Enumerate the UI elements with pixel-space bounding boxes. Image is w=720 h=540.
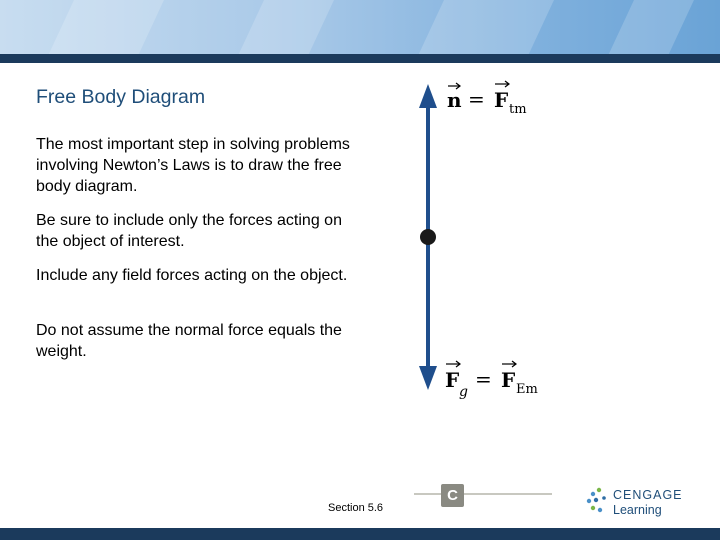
footer-divider [464, 493, 552, 495]
banner-shape [41, 0, 168, 54]
bullet-text: Include any field forces acting on the object. [36, 267, 348, 284]
cengage-logo [585, 486, 695, 518]
bullet-text: Be sure to include only the forces acting on the object of interest. [36, 212, 342, 250]
normal-force-arrowhead [419, 84, 437, 108]
bullet-text: Do not assume the normal force equals the weight. [36, 322, 342, 360]
gravity-subscript: g [459, 384, 468, 400]
force-symbol: F [494, 88, 509, 112]
section-label: Section 5.6 [328, 502, 384, 514]
logo-main-text: CENGAGE [613, 488, 683, 502]
cengage-logo-icon [587, 488, 606, 512]
free-body-diagram [405, 75, 575, 405]
gravity-force-symbol: F [445, 368, 460, 392]
bullet-text: The most important step in solving problems involving Newton’s Laws is to draw the free body diagram. [36, 136, 350, 195]
object-point [420, 229, 436, 245]
chapter-badge: C [441, 484, 464, 507]
force-subscript: Em [516, 382, 538, 397]
footer-bar [0, 528, 720, 540]
footer-divider [414, 493, 442, 495]
force-subscript: tm [509, 102, 527, 117]
logo-sub-text: Learning [613, 503, 662, 517]
normal-force-symbol: n [447, 88, 462, 112]
header-banner [0, 0, 720, 54]
banner-shape [601, 0, 698, 54]
header-bar [0, 54, 720, 63]
banner-shape [411, 0, 558, 54]
equals-sign: = [475, 367, 492, 391]
gravity-force-arrowhead [419, 366, 437, 390]
equals-sign: = [468, 87, 485, 111]
slide-title: Free Body Diagram [36, 86, 206, 108]
banner-shape [231, 0, 338, 54]
force-symbol: F [501, 368, 516, 392]
